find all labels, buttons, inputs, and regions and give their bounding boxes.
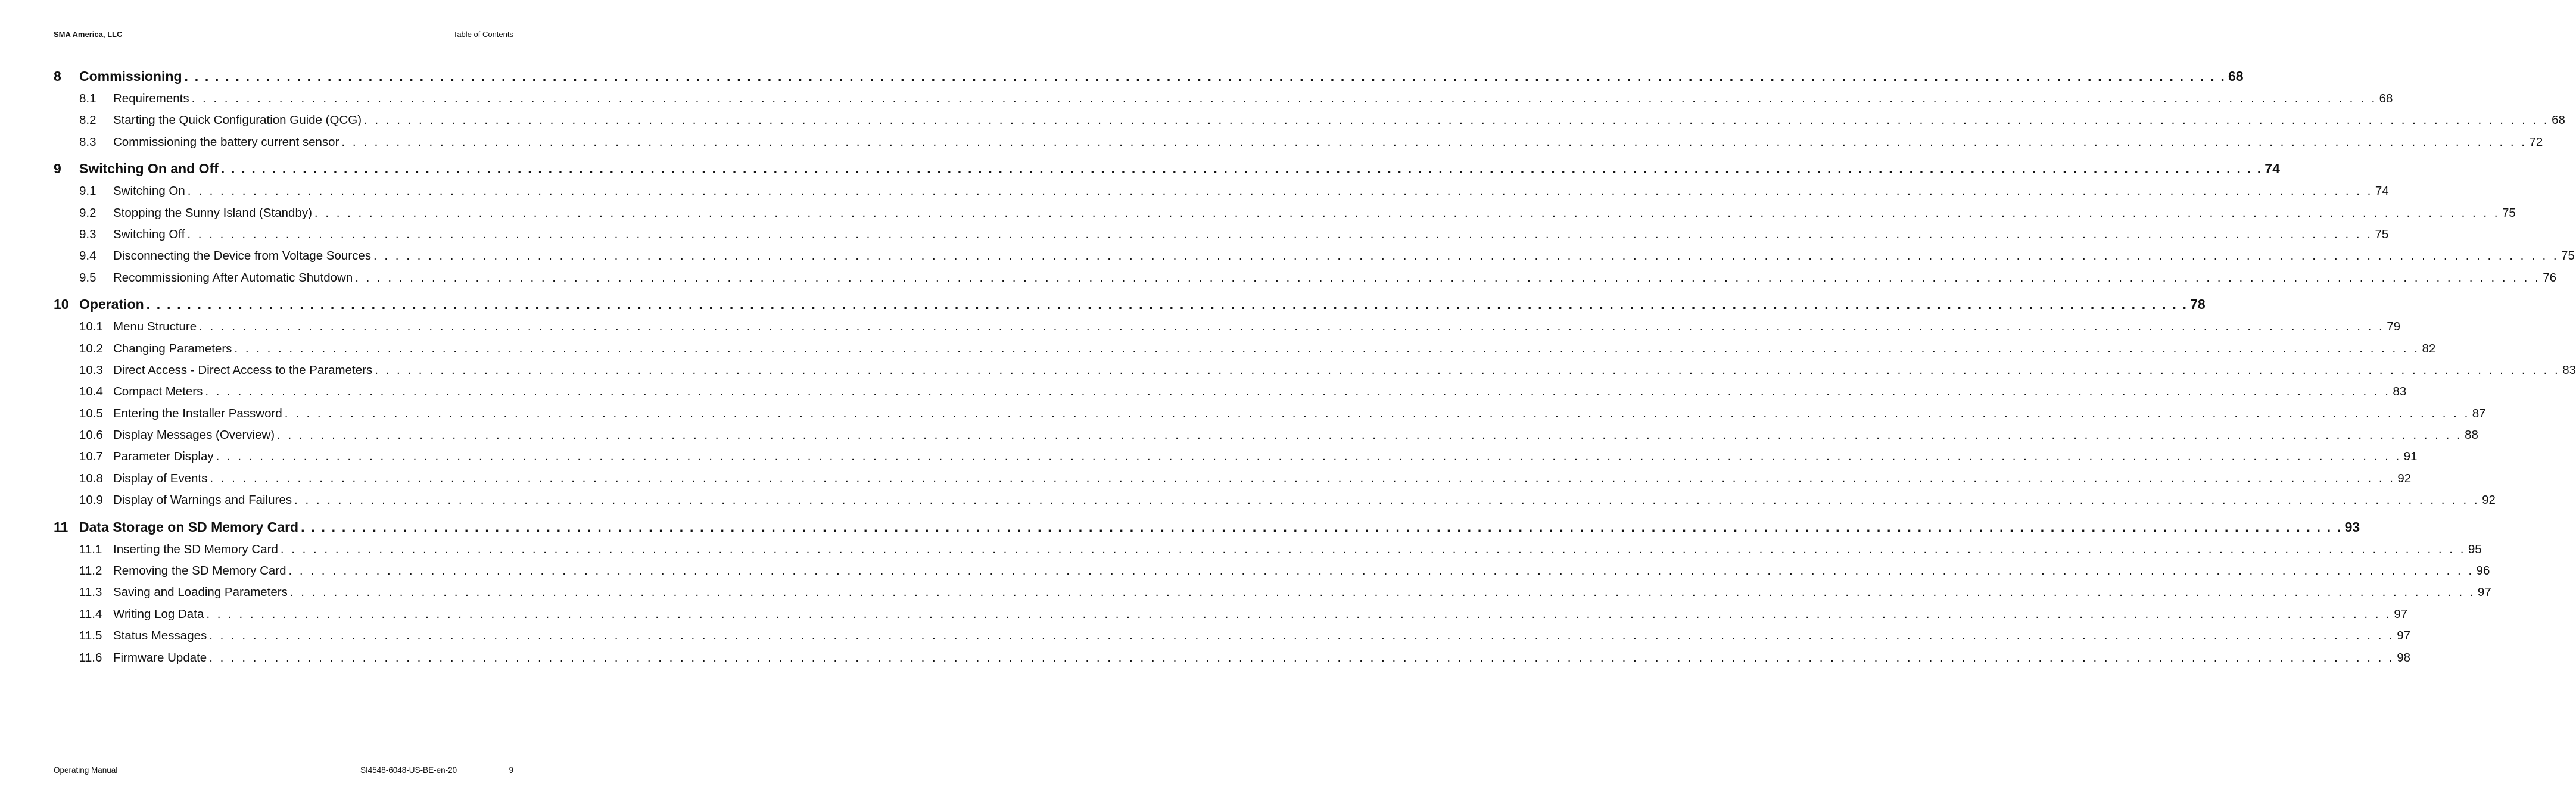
- toc-entry-number: 9.1: [79, 184, 96, 198]
- dot-leader: . . . . . . . . . . . . . . . . . . . . . . . . . . . . . . . . . . . . . . . . . . . . . . . . . . . . . . . . . . . . . . . . . . . . . . . . . . . . . . . . . . . . . . . . . . . . . . . . . . . . . . . . . . . . . . . . . . . . . . . . . . . . . . . . . . . . . . . . . . . . . . . . . . . . . . . . . . . . . . . . . . . . . . . . . . . . . . . . . . . . . . . . . . . . . . . . . . . . . . . .: [301, 519, 2343, 535]
- toc-entry[interactable]: [54, 381, 2407, 402]
- dot-leader: . . . . . . . . . . . . . . . . . . . . . . . . . . . . . . . . . . . . . . . . . . . . . . . . . . . . . . . . . . . . . . . . . . . . . . . . . . . . . . . . . . . . . . . . . . . . . . . . . . . . . . . . . . . . . . . . . . . . . . . . . . . . . . . . . . . . . . . . . . . . . . . . . . . . . . . . . . . . . . . . . . . . . . . . . . . . . . . . . . . . . . . . . . . . . . . . . . . . . . . .: [146, 297, 2188, 313]
- dot-leader: . . . . . . . . . . . . . . . . . . . . . . . . . . . . . . . . . . . . . . . . . . . . . . . . . . . . . . . . . . . . . . . . . . . . . . . . . . . . . . . . . . . . . . . . . . . . . . . . . . . . . . . . . . . . . . . . . . . . . . . . . . . . . . . . . . . . . . . . . . . . . . . . . . . . . . . . . . . . . . . . . . . . . . . . . . . . . . . . . . . . . . . . . . . . . . . . . . . . . . . .: [289, 585, 2475, 600]
- toc-entry-page-number: 75: [2561, 249, 2575, 263]
- toc-entry-page-number: 74: [2375, 184, 2389, 198]
- toc-entry-title: Inserting the SD Memory Card: [113, 542, 278, 556]
- header-company: SMA America, LLC: [54, 30, 123, 39]
- toc-chapter-page-number: 78: [2190, 297, 2206, 313]
- toc-entry-number: 9.3: [79, 227, 96, 241]
- toc-entry-title: Direct Access - Direct Access to the Parameters: [113, 363, 373, 377]
- toc-chapter-page-number: 68: [2228, 68, 2244, 84]
- toc-entry-page-number: 83: [2393, 385, 2407, 399]
- toc-entry-page-number: 92: [2482, 493, 2496, 507]
- toc-chapter[interactable]: [54, 515, 2360, 539]
- toc-entry-title: Entering the Installer Password: [113, 406, 282, 420]
- toc-entry-title: Compact Meters: [113, 385, 203, 399]
- toc-entry-title: Requirements: [113, 92, 189, 105]
- toc-entry-title: Menu Structure: [113, 320, 197, 334]
- toc-entry-number: 11.5: [79, 629, 102, 643]
- toc-entry-number: 10.8: [79, 471, 103, 485]
- toc-entry[interactable]: [54, 245, 2575, 267]
- toc-entry-page-number: 88: [2465, 428, 2478, 442]
- toc-entry[interactable]: [54, 560, 2490, 582]
- toc-entry[interactable]: [54, 360, 2576, 381]
- toc-entry-page-number: 91: [2403, 450, 2418, 464]
- toc-chapter-title: Switching On and Off: [79, 161, 219, 177]
- toc-entry-page-number: 95: [2468, 542, 2482, 556]
- toc-entry-number: 10.2: [79, 341, 103, 355]
- dot-leader: . . . . . . . . . . . . . . . . . . . . . . . . . . . . . . . . . . . . . . . . . . . . . . . . . . . . . . . . . . . . . . . . . . . . . . . . . . . . . . . . . . . . . . . . . . . . . . . . . . . . . . . . . . . . . . . . . . . . . . . . . . . . . . . . . . . . . . . . . . . . . . . . . . . . . . . . . . . . . . . . . . . . . . . . . . . . . . . . . . . . . . . . . . . . . . . . . . . . . . . .: [187, 184, 2373, 198]
- toc-entry-title: Status Messages: [113, 629, 207, 643]
- footer-page-number: 9: [509, 766, 513, 775]
- toc-entry-title: Switching On: [113, 184, 185, 198]
- dot-leader: . . . . . . . . . . . . . . . . . . . . . . . . . . . . . . . . . . . . . . . . . . . . . . . . . . . . . . . . . . . . . . . . . . . . . . . . . . . . . . . . . . . . . . . . . . . . . . . . . . . . . . . . . . . . . . . . . . . . . . . . . . . . . . . . . . . . . . . . . . . . . . . . . . . . . . . . . . . . . . . . . . . . . . . . . . . . . . . . . . . . . . . . . . . . . . . . . . . . . . . .: [209, 629, 2395, 643]
- toc-entry-title: Changing Parameters: [113, 341, 232, 355]
- toc-entry-title: Saving and Loading Parameters: [113, 585, 288, 600]
- dot-leader: . . . . . . . . . . . . . . . . . . . . . . . . . . . . . . . . . . . . . . . . . . . . . . . . . . . . . . . . . . . . . . . . . . . . . . . . . . . . . . . . . . . . . . . . . . . . . . . . . . . . . . . . . . . . . . . . . . . . . . . . . . . . . . . . . . . . . . . . . . . . . . . . . . . . . . . . . . . . . . . . . . . . . . . . . . . . . . . . . . . . . . . . . . . . . . . . . . . . . . . .: [191, 92, 2377, 105]
- dot-leader: . . . . . . . . . . . . . . . . . . . . . . . . . . . . . . . . . . . . . . . . . . . . . . . . . . . . . . . . . . . . . . . . . . . . . . . . . . . . . . . . . . . . . . . . . . . . . . . . . . . . . . . . . . . . . . . . . . . . . . . . . . . . . . . . . . . . . . . . . . . . . . . . . . . . . . . . . . . . . . . . . . . . . . . . . . . . . . . . . . . . . . . . . . . . . . . . . . . . . . . .: [187, 227, 2373, 241]
- toc-entry[interactable]: [54, 446, 2418, 467]
- toc-entry[interactable]: [54, 224, 2389, 245]
- toc-entry-number: 10.3: [79, 363, 103, 377]
- toc-entry-number: 10.4: [79, 385, 103, 399]
- dot-leader: . . . . . . . . . . . . . . . . . . . . . . . . . . . . . . . . . . . . . . . . . . . . . . . . . . . . . . . . . . . . . . . . . . . . . . . . . . . . . . . . . . . . . . . . . . . . . . . . . . . . . . . . . . . . . . . . . . . . . . . . . . . . . . . . . . . . . . . . . . . . . . . . . . . . . . . . . . . . . . . . . . . . . . . . . . . . . . . . . . . . . . . . . . . . . . . . . . . . . . . .: [184, 68, 2226, 84]
- header-section-title: Table of Contents: [453, 30, 513, 39]
- toc-chapter-number: 8: [54, 68, 61, 84]
- toc-entry-number: 11.4: [79, 607, 102, 621]
- dot-leader: . . . . . . . . . . . . . . . . . . . . . . . . . . . . . . . . . . . . . . . . . . . . . . . . . . . . . . . . . . . . . . . . . . . . . . . . . . . . . . . . . . . . . . . . . . . . . . . . . . . . . . . . . . . . . . . . . . . . . . . . . . . . . . . . . . . . . . . . . . . . . . . . . . . . . . . . . . . . . . . . . . . . . . . . . . . . . . . . . . . . . . . . . . . . . . . . . . . . . . . .: [284, 406, 2470, 420]
- toc-entry-title: Commissioning the battery current sensor: [113, 135, 339, 149]
- dot-leader: . . . . . . . . . . . . . . . . . . . . . . . . . . . . . . . . . . . . . . . . . . . . . . . . . . . . . . . . . . . . . . . . . . . . . . . . . . . . . . . . . . . . . . . . . . . . . . . . . . . . . . . . . . . . . . . . . . . . . . . . . . . . . . . . . . . . . . . . . . . . . . . . . . . . . . . . . . . . . . . . . . . . . . . . . . . . . . . . . . . . . . . . . . . . . . . . . . . . . . . .: [280, 542, 2466, 556]
- dot-leader: . . . . . . . . . . . . . . . . . . . . . . . . . . . . . . . . . . . . . . . . . . . . . . . . . . . . . . . . . . . . . . . . . . . . . . . . . . . . . . . . . . . . . . . . . . . . . . . . . . . . . . . . . . . . . . . . . . . . . . . . . . . . . . . . . . . . . . . . . . . . . . . . . . . . . . . . . . . . . . . . . . . . . . . . . . . . . . . . . . . . . . . . . . . . . . . . . . . . . . . .: [210, 471, 2396, 485]
- toc-entry-number: 10.9: [79, 493, 103, 507]
- toc-chapter-title: Operation: [79, 297, 144, 313]
- dot-leader: . . . . . . . . . . . . . . . . . . . . . . . . . . . . . . . . . . . . . . . . . . . . . . . . . . . . . . . . . . . . . . . . . . . . . . . . . . . . . . . . . . . . . . . . . . . . . . . . . . . . . . . . . . . . . . . . . . . . . . . . . . . . . . . . . . . . . . . . . . . . . . . . . . . . . . . . . . . . . . . . . . . . . . . . . . . . . . . . . . . . . . . . . . . . . . . . . . . . . . . .: [288, 564, 2474, 578]
- toc-entry[interactable]: [54, 647, 2411, 669]
- toc-entry[interactable]: [54, 110, 2565, 131]
- footer-document-id: SI4548-6048-US-BE-en-20: [360, 766, 457, 775]
- toc-chapter[interactable]: [54, 292, 2206, 316]
- toc-chapter-title: Data Storage on SD Memory Card: [79, 519, 299, 535]
- toc-entry[interactable]: [54, 316, 2400, 338]
- toc-entry[interactable]: [54, 88, 2393, 110]
- toc-entry[interactable]: [54, 489, 2496, 511]
- toc-entry-number: 11.2: [79, 564, 102, 578]
- toc-entry[interactable]: [54, 132, 2543, 153]
- toc-entry-number: 9.5: [79, 270, 96, 285]
- toc-entry-title: Stopping the Sunny Island (Standby): [113, 205, 312, 220]
- toc-entry-page-number: 97: [2477, 585, 2491, 600]
- toc-entry-page-number: 72: [2529, 135, 2543, 149]
- toc-entry-title: Switching Off: [113, 227, 185, 241]
- dot-leader: . . . . . . . . . . . . . . . . . . . . . . . . . . . . . . . . . . . . . . . . . . . . . . . . . . . . . . . . . . . . . . . . . . . . . . . . . . . . . . . . . . . . . . . . . . . . . . . . . . . . . . . . . . . . . . . . . . . . . . . . . . . . . . . . . . . . . . . . . . . . . . . . . . . . . . . . . . . . . . . . . . . . . . . . . . . . . . . . . . . . . . . . . . . . . . . . . . . . . . . .: [294, 493, 2480, 507]
- toc-entry[interactable]: [54, 403, 2486, 425]
- toc-entry-number: 9.2: [79, 205, 96, 220]
- toc-entry-number: 10.6: [79, 428, 103, 442]
- table-of-contents: [54, 64, 2576, 669]
- dot-leader: . . . . . . . . . . . . . . . . . . . . . . . . . . . . . . . . . . . . . . . . . . . . . . . . . . . . . . . . . . . . . . . . . . . . . . . . . . . . . . . . . . . . . . . . . . . . . . . . . . . . . . . . . . . . . . . . . . . . . . . . . . . . . . . . . . . . . . . . . . . . . . . . . . . . . . . . . . . . . . . . . . . . . . . . . . . . . . . . . . . . . . . . . . . . . . . . . . . . . . . .: [375, 363, 2561, 377]
- toc-entry-title: Firmware Update: [113, 650, 207, 664]
- dot-leader: . . . . . . . . . . . . . . . . . . . . . . . . . . . . . . . . . . . . . . . . . . . . . . . . . . . . . . . . . . . . . . . . . . . . . . . . . . . . . . . . . . . . . . . . . . . . . . . . . . . . . . . . . . . . . . . . . . . . . . . . . . . . . . . . . . . . . . . . . . . . . . . . . . . . . . . . . . . . . . . . . . . . . . . . . . . . . . . . . . . . . . . . . . . . . . . . . . . . . . . .: [206, 607, 2392, 621]
- toc-chapter-number: 10: [54, 297, 69, 313]
- footer-manual-name: Operating Manual: [54, 766, 118, 775]
- toc-entry[interactable]: [54, 267, 2557, 289]
- toc-entry-number: 10.5: [79, 406, 103, 420]
- toc-entry-page-number: 82: [2422, 341, 2436, 355]
- toc-entry-number: 10.7: [79, 450, 103, 464]
- dot-leader: . . . . . . . . . . . . . . . . . . . . . . . . . . . . . . . . . . . . . . . . . . . . . . . . . . . . . . . . . . . . . . . . . . . . . . . . . . . . . . . . . . . . . . . . . . . . . . . . . . . . . . . . . . . . . . . . . . . . . . . . . . . . . . . . . . . . . . . . . . . . . . . . . . . . . . . . . . . . . . . . . . . . . . . . . . . . . . . . . . . . . . . . . . . . . . . . . . . . . . . .: [364, 113, 2550, 127]
- toc-entry-number: 11.1: [79, 542, 102, 556]
- toc-entry[interactable]: [54, 202, 2516, 224]
- dot-leader: . . . . . . . . . . . . . . . . . . . . . . . . . . . . . . . . . . . . . . . . . . . . . . . . . . . . . . . . . . . . . . . . . . . . . . . . . . . . . . . . . . . . . . . . . . . . . . . . . . . . . . . . . . . . . . . . . . . . . . . . . . . . . . . . . . . . . . . . . . . . . . . . . . . . . . . . . . . . . . . . . . . . . . . . . . . . . . . . . . . . . . . . . . . . . . . . . . . . . . . .: [277, 428, 2463, 442]
- dot-leader: . . . . . . . . . . . . . . . . . . . . . . . . . . . . . . . . . . . . . . . . . . . . . . . . . . . . . . . . . . . . . . . . . . . . . . . . . . . . . . . . . . . . . . . . . . . . . . . . . . . . . . . . . . . . . . . . . . . . . . . . . . . . . . . . . . . . . . . . . . . . . . . . . . . . . . . . . . . . . . . . . . . . . . . . . . . . . . . . . . . . . . . . . . . . . . . . . . . . . . . .: [209, 650, 2395, 664]
- toc-entry[interactable]: [54, 338, 2436, 360]
- toc-entry-number: 11.6: [79, 650, 102, 664]
- toc-entry-page-number: 87: [2472, 406, 2486, 420]
- toc-entry[interactable]: [54, 582, 2491, 603]
- toc-chapter-number: 11: [54, 519, 68, 535]
- toc-entry-number: 11.3: [79, 585, 102, 600]
- toc-entry[interactable]: [54, 468, 2412, 489]
- toc-entry-title: Disconnecting the Device from Voltage Sources: [113, 249, 372, 263]
- toc-entry-title: Parameter Display: [113, 450, 214, 464]
- toc-entry-title: Display of Warnings and Failures: [113, 493, 292, 507]
- toc-entry-page-number: 68: [2379, 92, 2393, 105]
- toc-entry-page-number: 97: [2394, 607, 2408, 621]
- toc-entry-number: 9.4: [79, 249, 96, 263]
- toc-entry-page-number: 98: [2397, 650, 2411, 664]
- toc-entry-title: Starting the Quick Configuration Guide (QCG): [113, 113, 362, 127]
- toc-entry-page-number: 96: [2476, 564, 2490, 578]
- dot-leader: . . . . . . . . . . . . . . . . . . . . . . . . . . . . . . . . . . . . . . . . . . . . . . . . . . . . . . . . . . . . . . . . . . . . . . . . . . . . . . . . . . . . . . . . . . . . . . . . . . . . . . . . . . . . . . . . . . . . . . . . . . . . . . . . . . . . . . . . . . . . . . . . . . . . . . . . . . . . . . . . . . . . . . . . . . . . . . . . . . . . . . . . . . . . . . . . . . . . . . . .: [205, 385, 2391, 399]
- toc-chapter-number: 9: [54, 161, 61, 177]
- toc-entry[interactable]: [54, 425, 2478, 446]
- dot-leader: . . . . . . . . . . . . . . . . . . . . . . . . . . . . . . . . . . . . . . . . . . . . . . . . . . . . . . . . . . . . . . . . . . . . . . . . . . . . . . . . . . . . . . . . . . . . . . . . . . . . . . . . . . . . . . . . . . . . . . . . . . . . . . . . . . . . . . . . . . . . . . . . . . . . . . . . . . . . . . . . . . . . . . . . . . . . . . . . . . . . . . . . . . . . . . . . . . . . . . . .: [234, 341, 2420, 355]
- toc-chapter[interactable]: [54, 157, 2280, 180]
- toc-entry-title: Display Messages (Overview): [113, 428, 275, 442]
- toc-entry-page-number: 68: [2552, 113, 2565, 127]
- toc-entry-page-number: 75: [2502, 205, 2516, 220]
- dot-leader: . . . . . . . . . . . . . . . . . . . . . . . . . . . . . . . . . . . . . . . . . . . . . . . . . . . . . . . . . . . . . . . . . . . . . . . . . . . . . . . . . . . . . . . . . . . . . . . . . . . . . . . . . . . . . . . . . . . . . . . . . . . . . . . . . . . . . . . . . . . . . . . . . . . . . . . . . . . . . . . . . . . . . . . . . . . . . . . . . . . . . . . . . . . . . . . . . . . . . . . .: [373, 249, 2559, 263]
- toc-entry-page-number: 75: [2375, 227, 2389, 241]
- toc-entry-title: Writing Log Data: [113, 607, 204, 621]
- toc-entry-page-number: 92: [2397, 471, 2412, 485]
- dot-leader: . . . . . . . . . . . . . . . . . . . . . . . . . . . . . . . . . . . . . . . . . . . . . . . . . . . . . . . . . . . . . . . . . . . . . . . . . . . . . . . . . . . . . . . . . . . . . . . . . . . . . . . . . . . . . . . . . . . . . . . . . . . . . . . . . . . . . . . . . . . . . . . . . . . . . . . . . . . . . . . . . . . . . . . . . . . . . . . . . . . . . . . . . . . . . . . . . . . . . . . .: [199, 320, 2385, 334]
- toc-entry[interactable]: [54, 625, 2411, 647]
- toc-entry[interactable]: [54, 604, 2408, 625]
- toc-entry-number: 8.3: [79, 135, 96, 149]
- toc-entry-page-number: 79: [2387, 320, 2400, 334]
- toc-entry-title: Recommissioning After Automatic Shutdown: [113, 270, 353, 285]
- toc-chapter-page-number: 74: [2264, 161, 2280, 177]
- toc-chapter[interactable]: [54, 64, 2244, 88]
- dot-leader: . . . . . . . . . . . . . . . . . . . . . . . . . . . . . . . . . . . . . . . . . . . . . . . . . . . . . . . . . . . . . . . . . . . . . . . . . . . . . . . . . . . . . . . . . . . . . . . . . . . . . . . . . . . . . . . . . . . . . . . . . . . . . . . . . . . . . . . . . . . . . . . . . . . . . . . . . . . . . . . . . . . . . . . . . . . . . . . . . . . . . . . . . . . . . . . . . . . . . . . .: [216, 450, 2401, 464]
- toc-chapter-page-number: 93: [2344, 519, 2360, 535]
- dot-leader: . . . . . . . . . . . . . . . . . . . . . . . . . . . . . . . . . . . . . . . . . . . . . . . . . . . . . . . . . . . . . . . . . . . . . . . . . . . . . . . . . . . . . . . . . . . . . . . . . . . . . . . . . . . . . . . . . . . . . . . . . . . . . . . . . . . . . . . . . . . . . . . . . . . . . . . . . . . . . . . . . . . . . . . . . . . . . . . . . . . . . . . . . . . . . . . . . . . . . . . .: [220, 161, 2263, 177]
- toc-entry-page-number: 97: [2397, 629, 2411, 643]
- toc-chapter-title: Commissioning: [79, 68, 182, 84]
- toc-entry-number: 10.1: [79, 320, 103, 334]
- toc-entry[interactable]: [54, 539, 2482, 560]
- toc-entry-page-number: 76: [2543, 270, 2557, 285]
- dot-leader: . . . . . . . . . . . . . . . . . . . . . . . . . . . . . . . . . . . . . . . . . . . . . . . . . . . . . . . . . . . . . . . . . . . . . . . . . . . . . . . . . . . . . . . . . . . . . . . . . . . . . . . . . . . . . . . . . . . . . . . . . . . . . . . . . . . . . . . . . . . . . . . . . . . . . . . . . . . . . . . . . . . . . . . . . . . . . . . . . . . . . . . . . . . . . . . . . . . . . . . .: [341, 135, 2527, 149]
- dot-leader: . . . . . . . . . . . . . . . . . . . . . . . . . . . . . . . . . . . . . . . . . . . . . . . . . . . . . . . . . . . . . . . . . . . . . . . . . . . . . . . . . . . . . . . . . . . . . . . . . . . . . . . . . . . . . . . . . . . . . . . . . . . . . . . . . . . . . . . . . . . . . . . . . . . . . . . . . . . . . . . . . . . . . . . . . . . . . . . . . . . . . . . . . . . . . . . . . . . . . . . .: [355, 270, 2541, 285]
- dot-leader: . . . . . . . . . . . . . . . . . . . . . . . . . . . . . . . . . . . . . . . . . . . . . . . . . . . . . . . . . . . . . . . . . . . . . . . . . . . . . . . . . . . . . . . . . . . . . . . . . . . . . . . . . . . . . . . . . . . . . . . . . . . . . . . . . . . . . . . . . . . . . . . . . . . . . . . . . . . . . . . . . . . . . . . . . . . . . . . . . . . . . . . . . . . . . . . . . . . . . . . .: [314, 205, 2500, 220]
- toc-entry-number: 8.2: [79, 113, 96, 127]
- toc-entry-title: Display of Events: [113, 471, 208, 485]
- toc-entry-number: 8.1: [79, 92, 96, 105]
- toc-entry-title: Removing the SD Memory Card: [113, 564, 286, 578]
- toc-entry-page-number: 83: [2562, 363, 2576, 377]
- toc-entry[interactable]: [54, 180, 2389, 202]
